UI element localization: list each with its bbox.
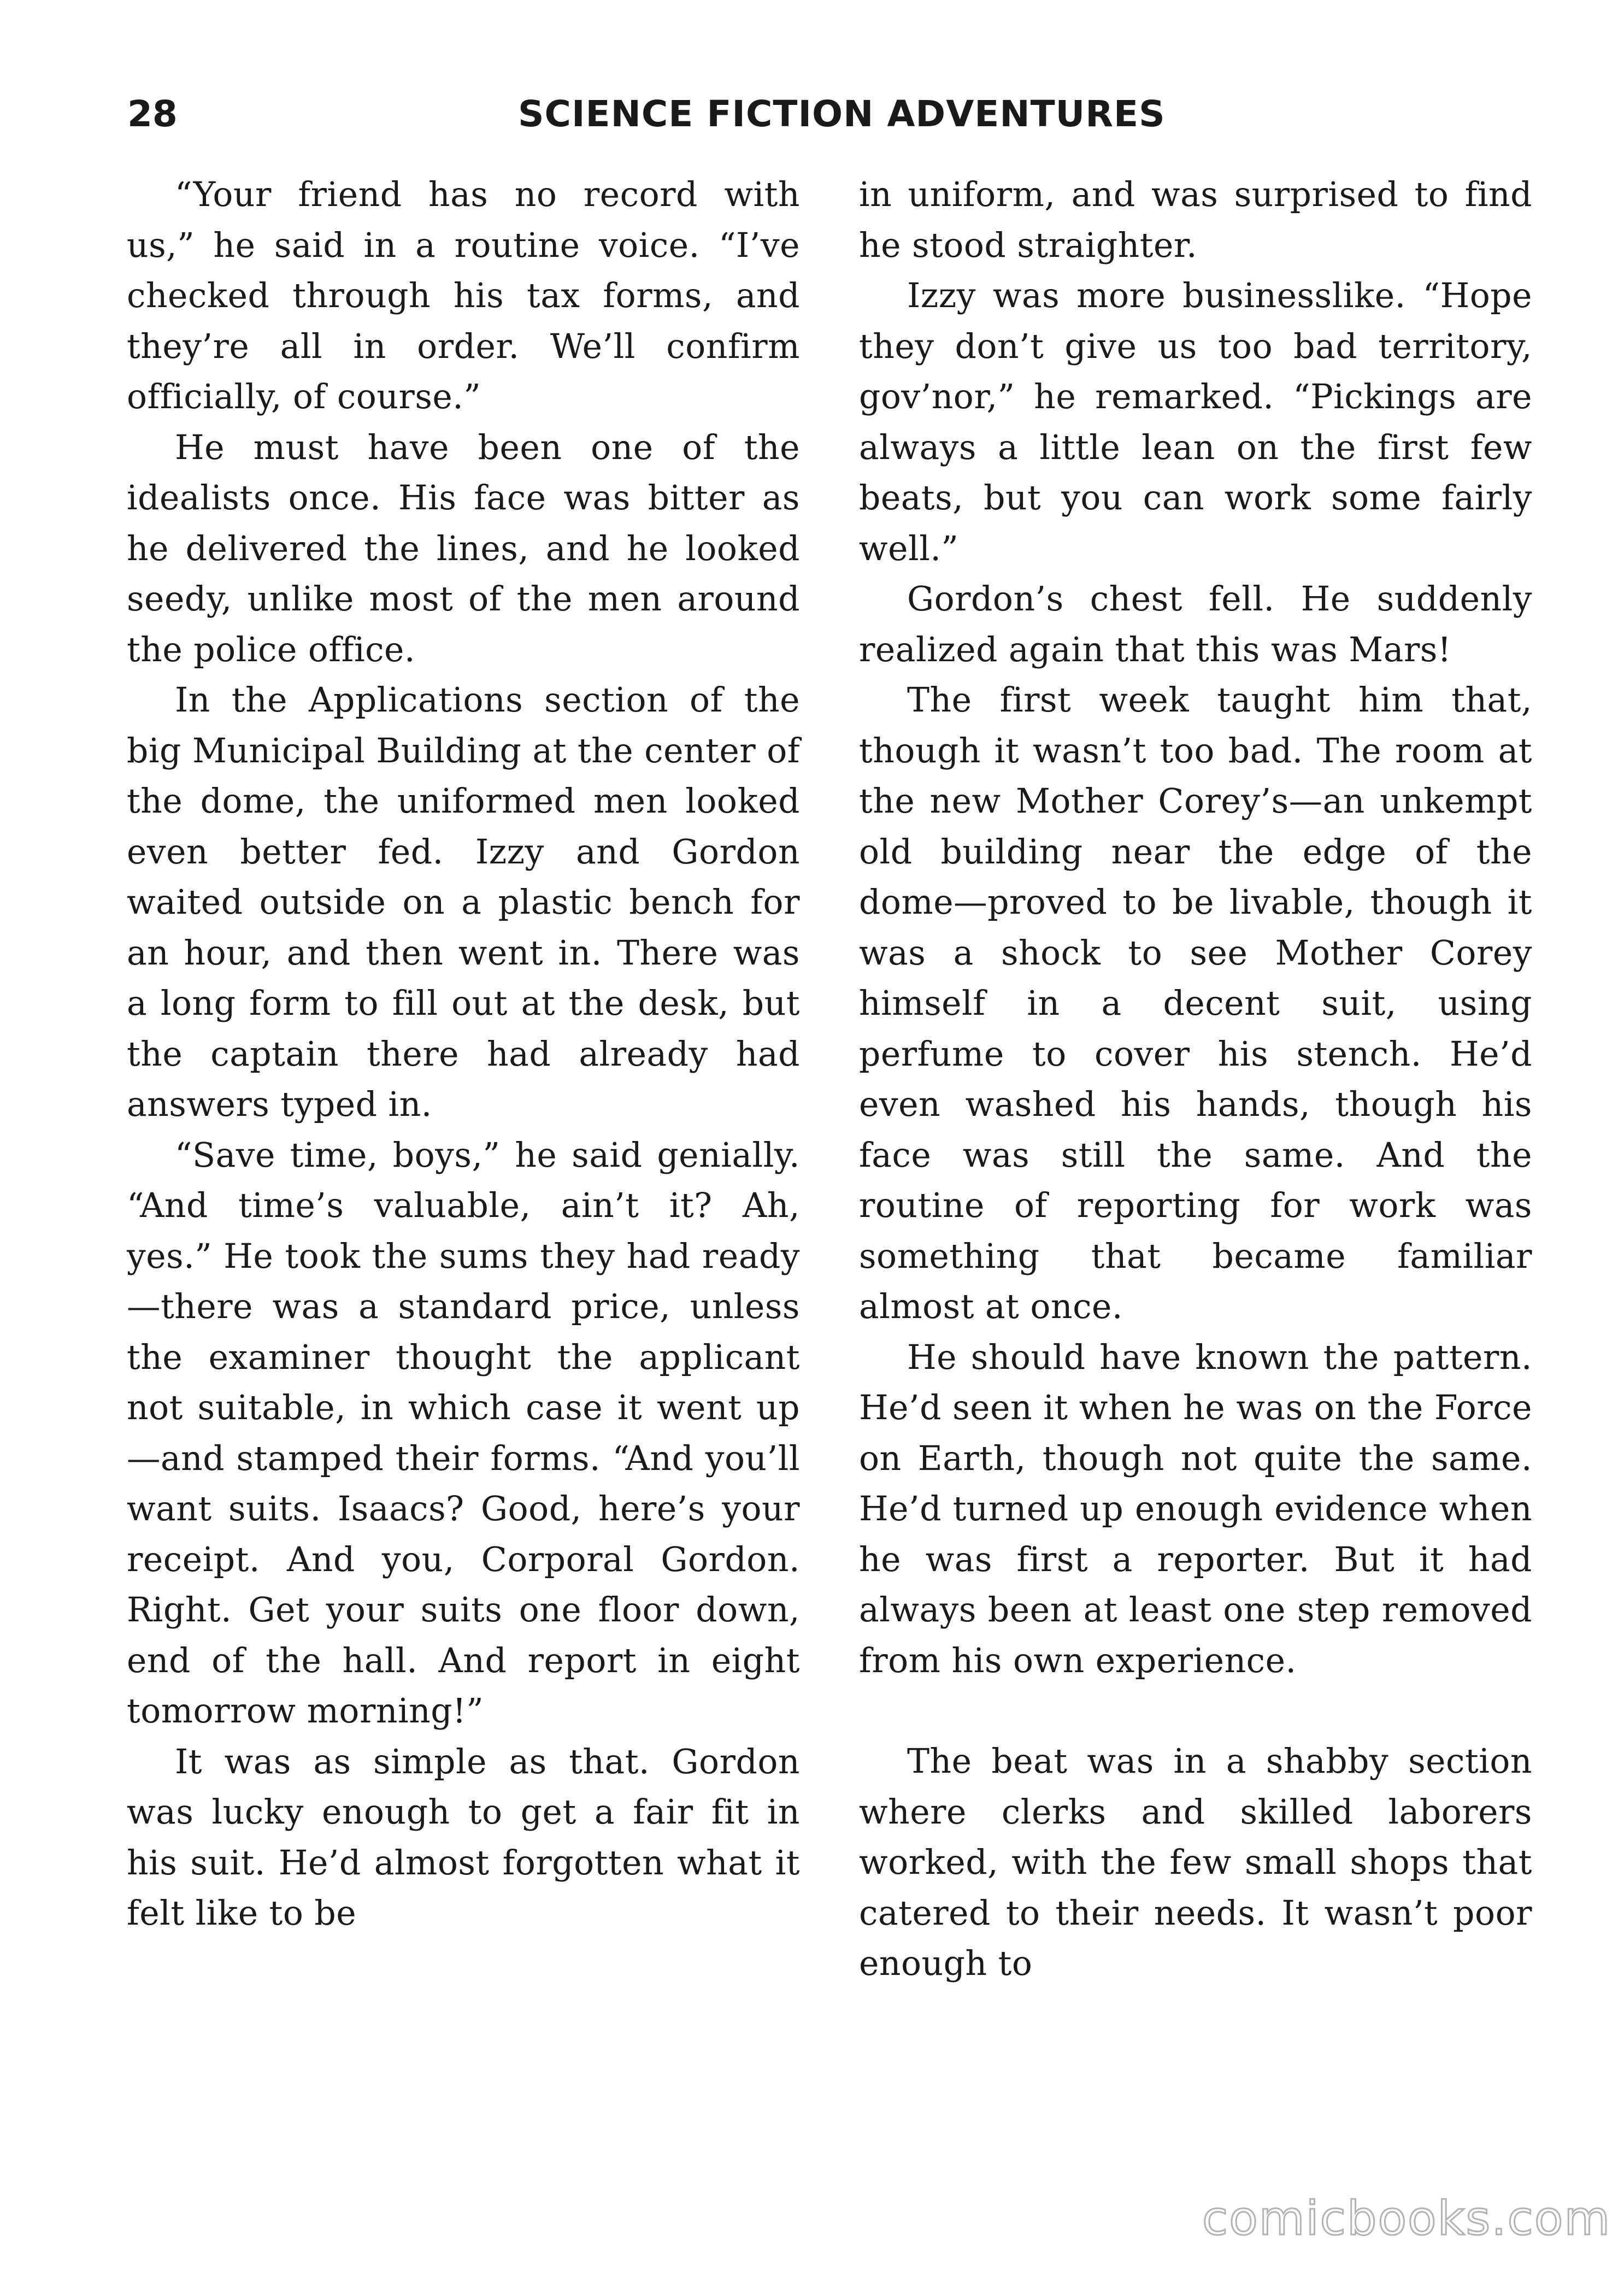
paragraph: He must have been one of the idealists once. His face was bitter as he delivered the lines, and he looked seedy, unlike most of the men around the police office. bbox=[127, 427, 800, 669]
left-text-column bbox=[127, 169, 800, 1939]
paragraph: Izzy was more businesslike. “Hope they don’t give us too bad territory, gov’nor,” he remarked. “Pickings are always a little lean on the first few beats, but you can work some fairly well.” bbox=[859, 276, 1532, 568]
watermark: comicbooks.com bbox=[1202, 2191, 1611, 2246]
paragraph: It was as simple as that. Gordon was lucky enough to get a fair fit in his suit. He’d almost forgotten what it felt like to be bbox=[127, 1742, 800, 1933]
page-number: 28 bbox=[127, 93, 178, 135]
paragraph: “Your friend has no record with us,” he said in a routine voice. “I’ve checked through his tax forms, and they’re all in order. We’ll confirm officially, of course.” bbox=[127, 175, 800, 416]
paragraph: “Save time, boys,” he said genially. “And time’s valuable, ain’t it? Ah, yes.” He took the sums they had ready—there was a standard price, unless the examiner thought the applicant not suitable, in which case it went up—and stamped their forms. “And you’ll want suits. Isaacs? Good, here’s your receipt. And you, Corporal Gordon. Right. Get your suits one floor down, end of the hall. And report in eight tomorrow morning!” bbox=[127, 1135, 800, 1731]
right-text-column bbox=[859, 169, 1532, 1989]
paragraph: The first week taught him that, though it wasn’t too bad. The room at the new Mother Corey’s—an unkempt old building near the edge of the dome—proved to be livable, though it was a shock to see Mother Corey himself in a decent suit, using perfume to cover his stench. He’d even washed his hands, though his face was still the same. And the routine of reporting for work was something that became familiar almost at once. bbox=[859, 680, 1532, 1326]
paragraph: In the Applications section of the big Municipal Building at the center of the dome, the uniformed men looked even better fed. Izzy and Gordon waited outside on a plastic bench for an hour, and then went in. There was a long form to fill out at the desk, but the captain there had already had answers typed in. bbox=[127, 680, 800, 1124]
page-header bbox=[127, 93, 1526, 153]
continued-paragraph: in uniform, and was surprised to find he stood straighter. bbox=[859, 175, 1532, 265]
paragraph: He should have known the pattern. He’d seen it when he was on the Force on Earth, though not quite the same. He’d turned up enough evidence when he was first a reporter. But it had always been at least one step removed from his own experience. bbox=[859, 1337, 1532, 1680]
paragraph: Gordon’s chest fell. He suddenly realized again that this was Mars! bbox=[859, 579, 1532, 669]
running-title: SCIENCE FICTION ADVENTURES bbox=[518, 93, 1166, 135]
paragraph-after-section-break: The beat was in a shabby section where clerks and skilled laborers worked, with the few small shops that catered to their needs. It wasn’t poor enough to bbox=[859, 1742, 1532, 1983]
